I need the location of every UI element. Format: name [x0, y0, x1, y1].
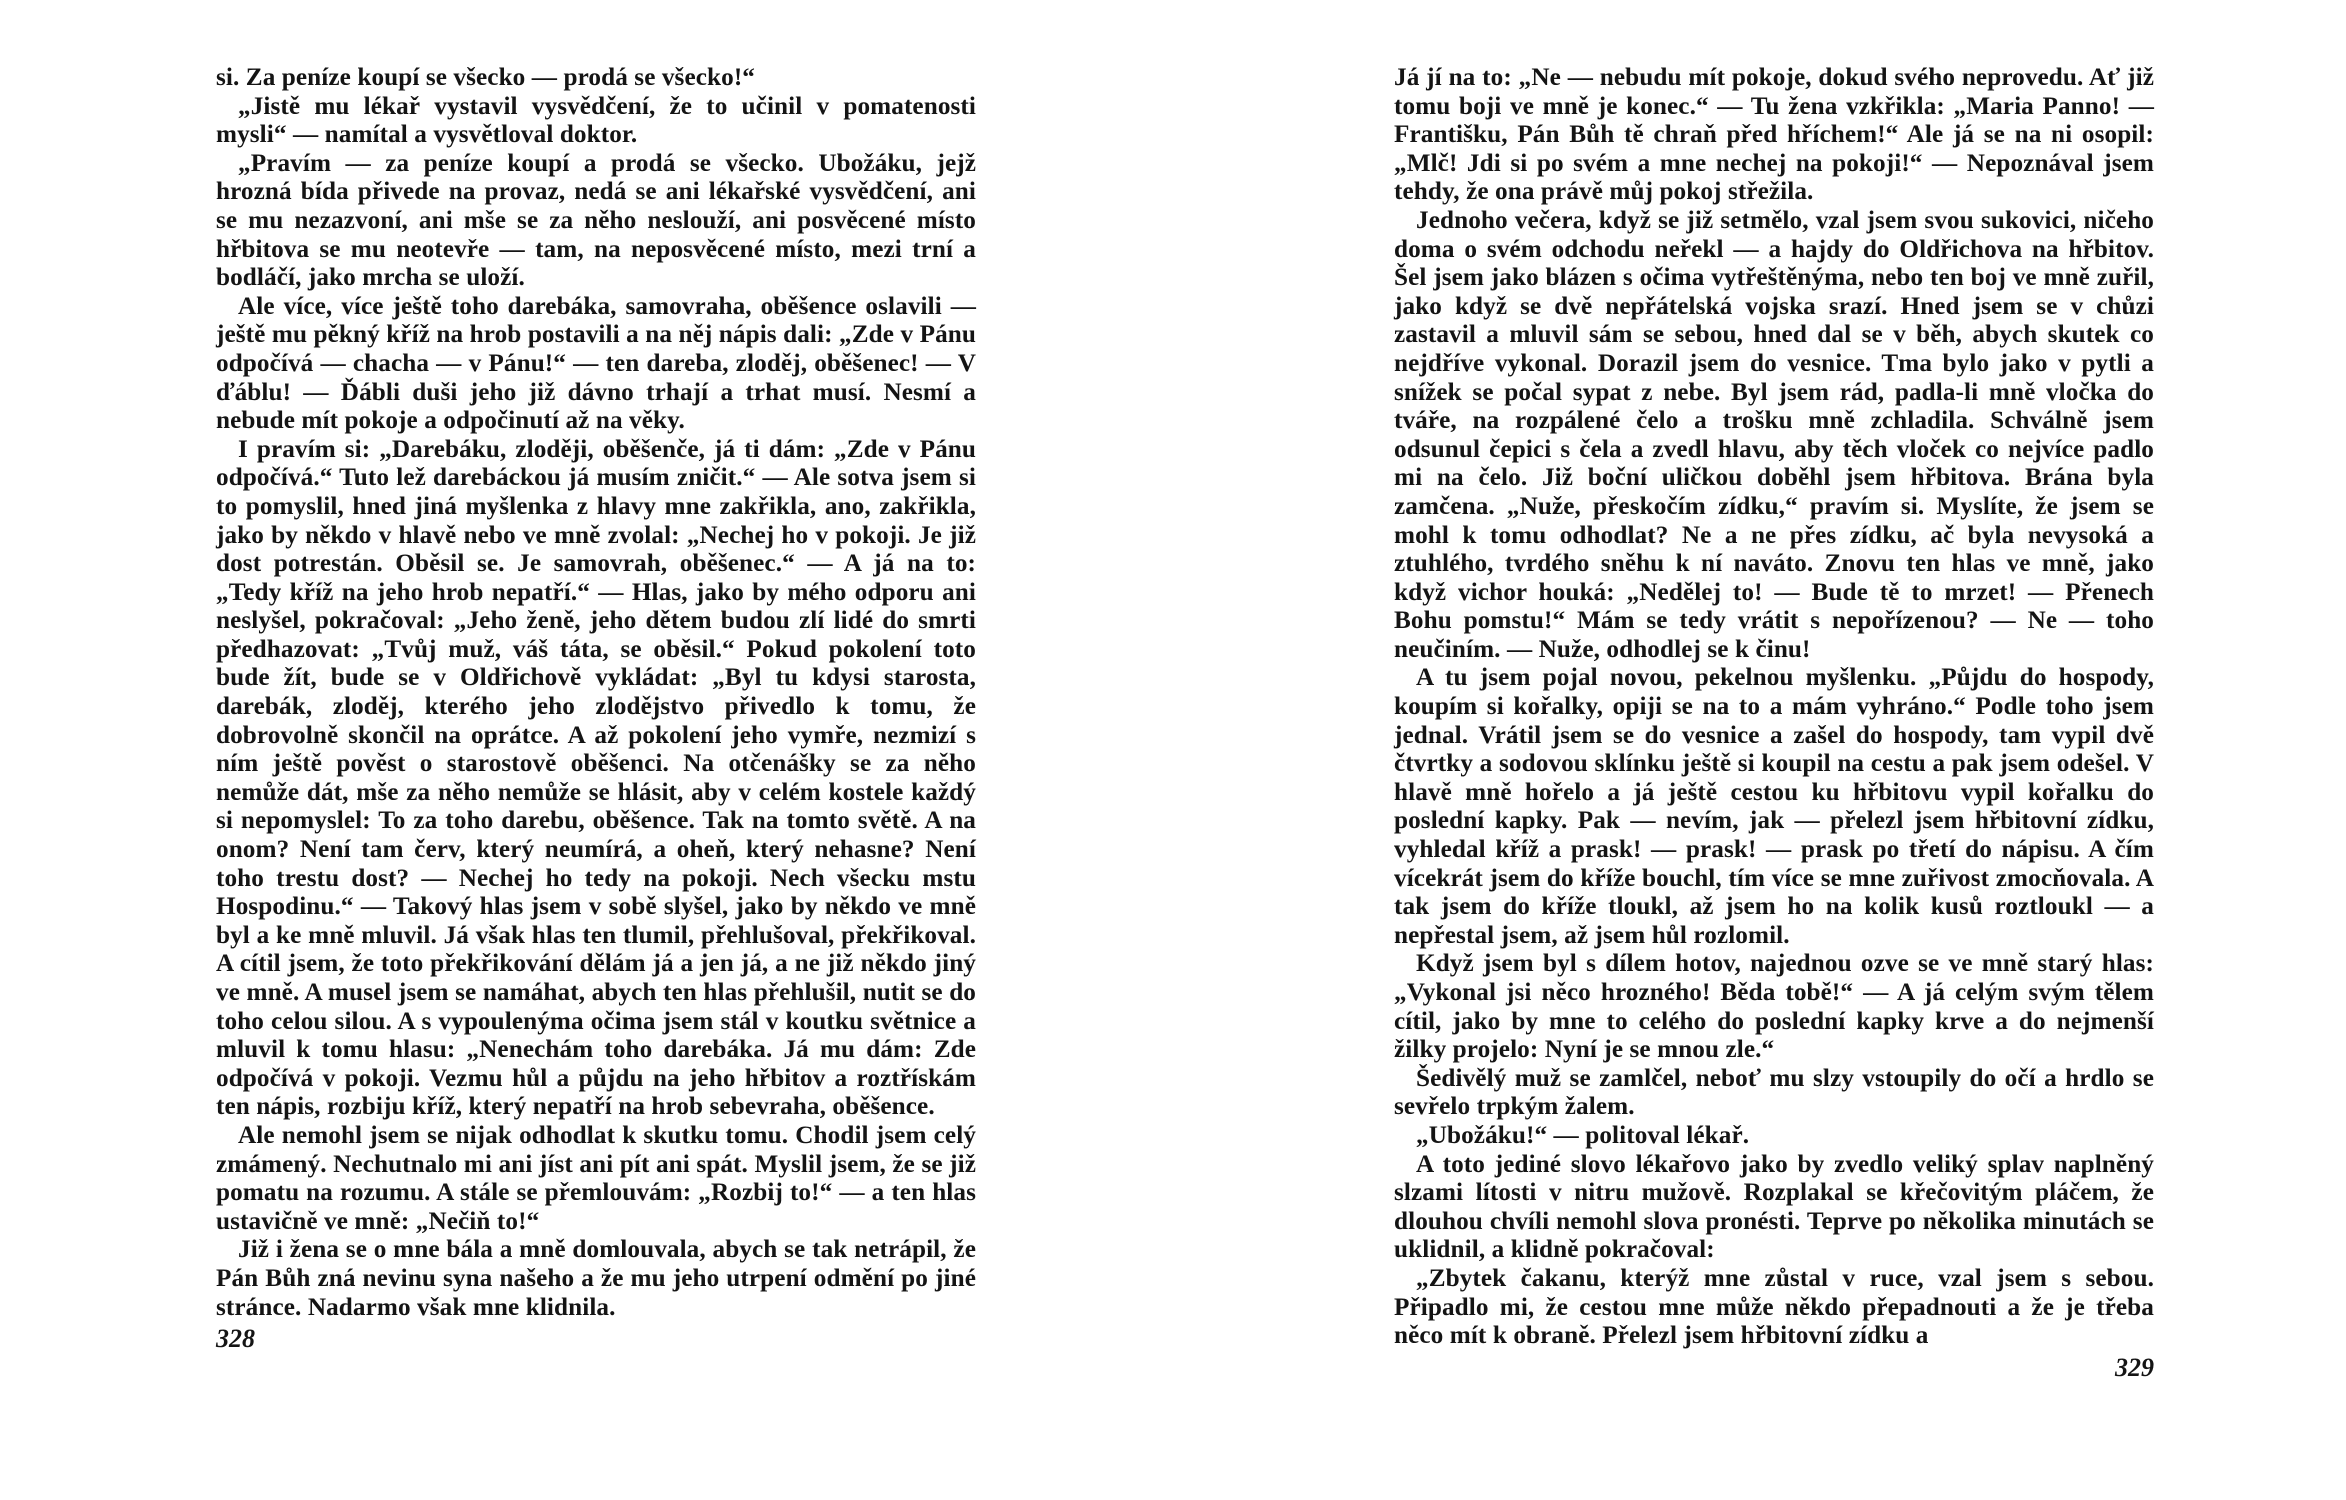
left-paragraph: „Jistě mu lékař vystavil vysvědčení, že to učinil v pomatenosti mysli“ — namítal a vysvětloval doktor.: [216, 92, 976, 149]
left-paragraph: Ale nemohl jsem se nijak odhodlat k skutku tomu. Chodil jsem celý zmámený. Nechutnalo mi ani jíst ani pít ani spát. Myslil jsem, že se již pomatu na rozumu. A stále se přemlouvám: „Rozbij to!“ — a ten hlas ustavičně ve mně: „Nečiň to!“: [216, 1121, 976, 1235]
right-paragraph: A toto jediné slovo lékařovo jako by zvedlo veliký splav naplněný slzami lítosti v nitru mužově. Rozplakal se křečovitým pláčem, že dlouhou chvíli nemohl slova pronésti. Teprve po několika minutách se uklidnil, a klidně pokračoval:: [1394, 1150, 2154, 1264]
left-paragraph: I pravím si: „Darebáku, zloději, oběšenče, já ti dám: „Zde v Pánu odpočívá.“ Tuto lež darebáckou já musím zničit.“ — Ale sotva jsem si to pomyslil, hned jiná myšlenka z hlavy mne zakřikla, ano, zakřikla, jako by někdo v hlavě nebo ve mně zvolal: „Nechej ho v pokoji. Je již dost potrestán. Oběsil se. Je samovrah, oběšenec.“ — A já na to: „Tedy kříž na jeho hrob nepatří.“ — Hlas, jako by mého odporu ani neslyšel, pokračoval: „Jeho ženě, jeho dětem budou zlí lidé do smrti předhazovat: „Tvůj muž, váš táta, se oběsil.“ Pokud pokolení toto bude žít, bude se v Oldřichově vykládat: „Byl tu kdysi starosta, darebák, zloděj, kterého jeho zlodějstvo přivedlo k tomu, že dobrovolně skončil na oprátce. A až pokolení jeho vymře, nezmizí s ním ještě pověst o starostově oběšenci. Na otčenášky se za něho nemůže dát, mše za něho nemůže se hlásit, aby v celém kostele každý si nepomyslel: To za toho darebu, oběšence. Tak na tomto světě. A na onom? Není tam červ, který neumírá, a oheň, který nehasne? Není toho trestu dost? — Nechej ho tedy na pokoji. Nech všecku mstu Hospodinu.“ — Takový hlas jsem v sobě slyšel, jako by někdo ve mně byl a ke mně mluvil. Já však hlas ten tlumil, přehlušoval, překřikoval. A cítil jsem, že toto překřikování dělám já a jen já, a ne již někdo jiný ve mně. A musel jsem se namáhat, abych ten hlas přehlušil, nutit se do toho celou silou. A s vypoulenýma očima jsem stál v koutku světnice a mluvil k tomu hlasu: „Nenechám toho darebáka. Já mu dám: Zde odpočívá v pokoji. Vezmu hůl a půjdu na jeho hřbitov a roztřískám ten nápis, rozbiju kříž, který nepatří na hrob sebevraha, oběšence.: [216, 435, 976, 1121]
right-paragraph: „Ubožáku!“ — politoval lékař.: [1416, 1121, 1750, 1149]
right-page: [1394, 64, 2154, 1383]
page-number-right: 329: [2115, 1352, 2154, 1382]
right-paragraph: Šedivělý muž se zamlčel, neboť mu slzy vstoupily do očí a hrdlo se sevřelo trpkým žalem.: [1394, 1064, 2154, 1121]
right-paragraph: „Zbytek čakanu, kterýž mne zůstal v ruce, vzal jsem s sebou. Připadlo mi, že cestou mne může někdo přepadnouti a že je třeba něco mít k obraně. Přelezl jsem hřbitovní zídku a: [1394, 1264, 2154, 1350]
left-paragraph: Již i žena se o mne bála a mně domlouvala, abych se tak netrápil, že Pán Bůh zná nevinu syna našeho a že mu jeho utrpení odmění po jiné stránce. Nadarmo však mne klidnila.: [216, 1236, 976, 1321]
right-paragraph: Jednoho večera, když se již setmělo, vzal jsem svou sukovici, ničeho doma o svém odchodu neřekl — a hajdy do Oldřichova na hřbitov. Šel jsem jako blázen s očima vytřeštěnýma, nebo ten boj ve mně zuřil, jako když se dvě nepřátelská vojska srazí. Hned jsem se v chůzi zastavil a mluvil sám se sebou, hned dal se v běh, abych skutek co nejdříve vykonal. Dorazil jsem do vesnice. Tma bylo jako v pytli a snížek se počal sypat z nebe. Byl jsem rád, padla-li mně vločka do tváře, na rozpálené čelo a trošku mně zchladila. Schválně jsem odsunul čepici s čela a zvedl hlavu, aby těch vloček co nejvíce padlo mi na čelo. Již boční uličkou doběhl jsem hřbitova. Brána byla zamčena. „Nuže, přeskočím zídku,“ pravím si. Myslíte, že jsem se mohl k tomu odhodlat? Ne a ne přes zídku, ač byla nevysoká a ztuhlého, tvrdého sněhu k ní naváto. Znovu ten hlas ve mně, jako když vichor houká: „Nedělej to! — Bude tě to mrzet! — Přenech Bohu pomstu!“ Mám se tedy vrátit s nepořízenou? — Ne — toho neučiním. — Nuže, odhodlej se k činu!: [1394, 206, 2154, 663]
left-paragraph: „Pravím — za peníze koupí a prodá se všecko. Ubožáku, jejž hrozná bída přivede na provaz, nedá se ani lékařské vysvědčení, ani se mu nezazvoní, ani mše se za něho neslouží, ani posvěcené místo hřbitova se mu neotevře — tam, na neposvěcené místo, mezi trní a bodláčí, jako mrcha se uloží.: [216, 149, 976, 292]
page-number-left: 328: [216, 1324, 255, 1354]
left-paragraph: si. Za peníze koupí se všecko — prodá se všecko!“: [216, 64, 756, 91]
left-page: [216, 64, 976, 1354]
right-paragraph: A tu jsem pojal novou, pekelnou myšlenku. „Půjdu do hospody, koupím si kořalky, opiji se na to a mám vyhráno.“ Podle toho jsem jednal. Vrátil jsem se do vesnice a zašel do hospody, tam vypil dvě čtvrtky a sodovou sklínku ještě si koupil na cestu a pak jsem odešel. V hlavě mně hořelo a já ještě cestou ku hřbitovu vypil kořalku do poslední kapky. Pak — nevím, jak — přelezl jsem hřbitovní zídku, vyhledal kříž a prask! — prask! — prask po třetí do nápisu. A čím vícekrát jsem do kříže bouchl, tím více se mne zuřivost zmocňovala. A tak jsem do kříže tloukl, až jsem ho na kolik kusů roztloukl — a nepřestal jsem, až jsem hůl rozlomil.: [1394, 664, 2154, 949]
right-paragraph: Když jsem byl s dílem hotov, najednou ozve se ve mně starý hlas: „Vykonal jsi něco hrozného! Běda tobě!“ — A já celým svým tělem cítil, jako by mne to celého do poslední kapky krve a do nejmenší žilky projelo: Nyní je se mnou zle.“: [1394, 950, 2154, 1064]
right-paragraph: Já jí na to: „Ne — nebudu mít pokoje, dokud svého neprovedu. Ať již tomu boji ve mně je konec.“ — Tu žena vzkřikla: „Maria Panno! — Františku, Pán Bůh tě chraň před hříchem!“ Ale já se na ni osopil: „Mlč! Jdi si po svém a mne nechej na pokoji!“ — Nepoznával jsem tehdy, že ona právě můj pokoj střežila.: [1394, 64, 2154, 206]
left-paragraph: Ale více, více ještě toho darebáka, samovraha, oběšence oslavili — ještě mu pěkný kříž na hrob postavili a na něj nápis dali: „Zde v Pánu odpočívá — chacha — v Pánu!“ — ten dareba, zloděj, oběšenec! — V ďáblu! — Ďábli duši jeho již dávno trhají a trhat musí. Nesmí a nebude mít pokoje a odpočinutí až na věky.: [216, 292, 976, 435]
